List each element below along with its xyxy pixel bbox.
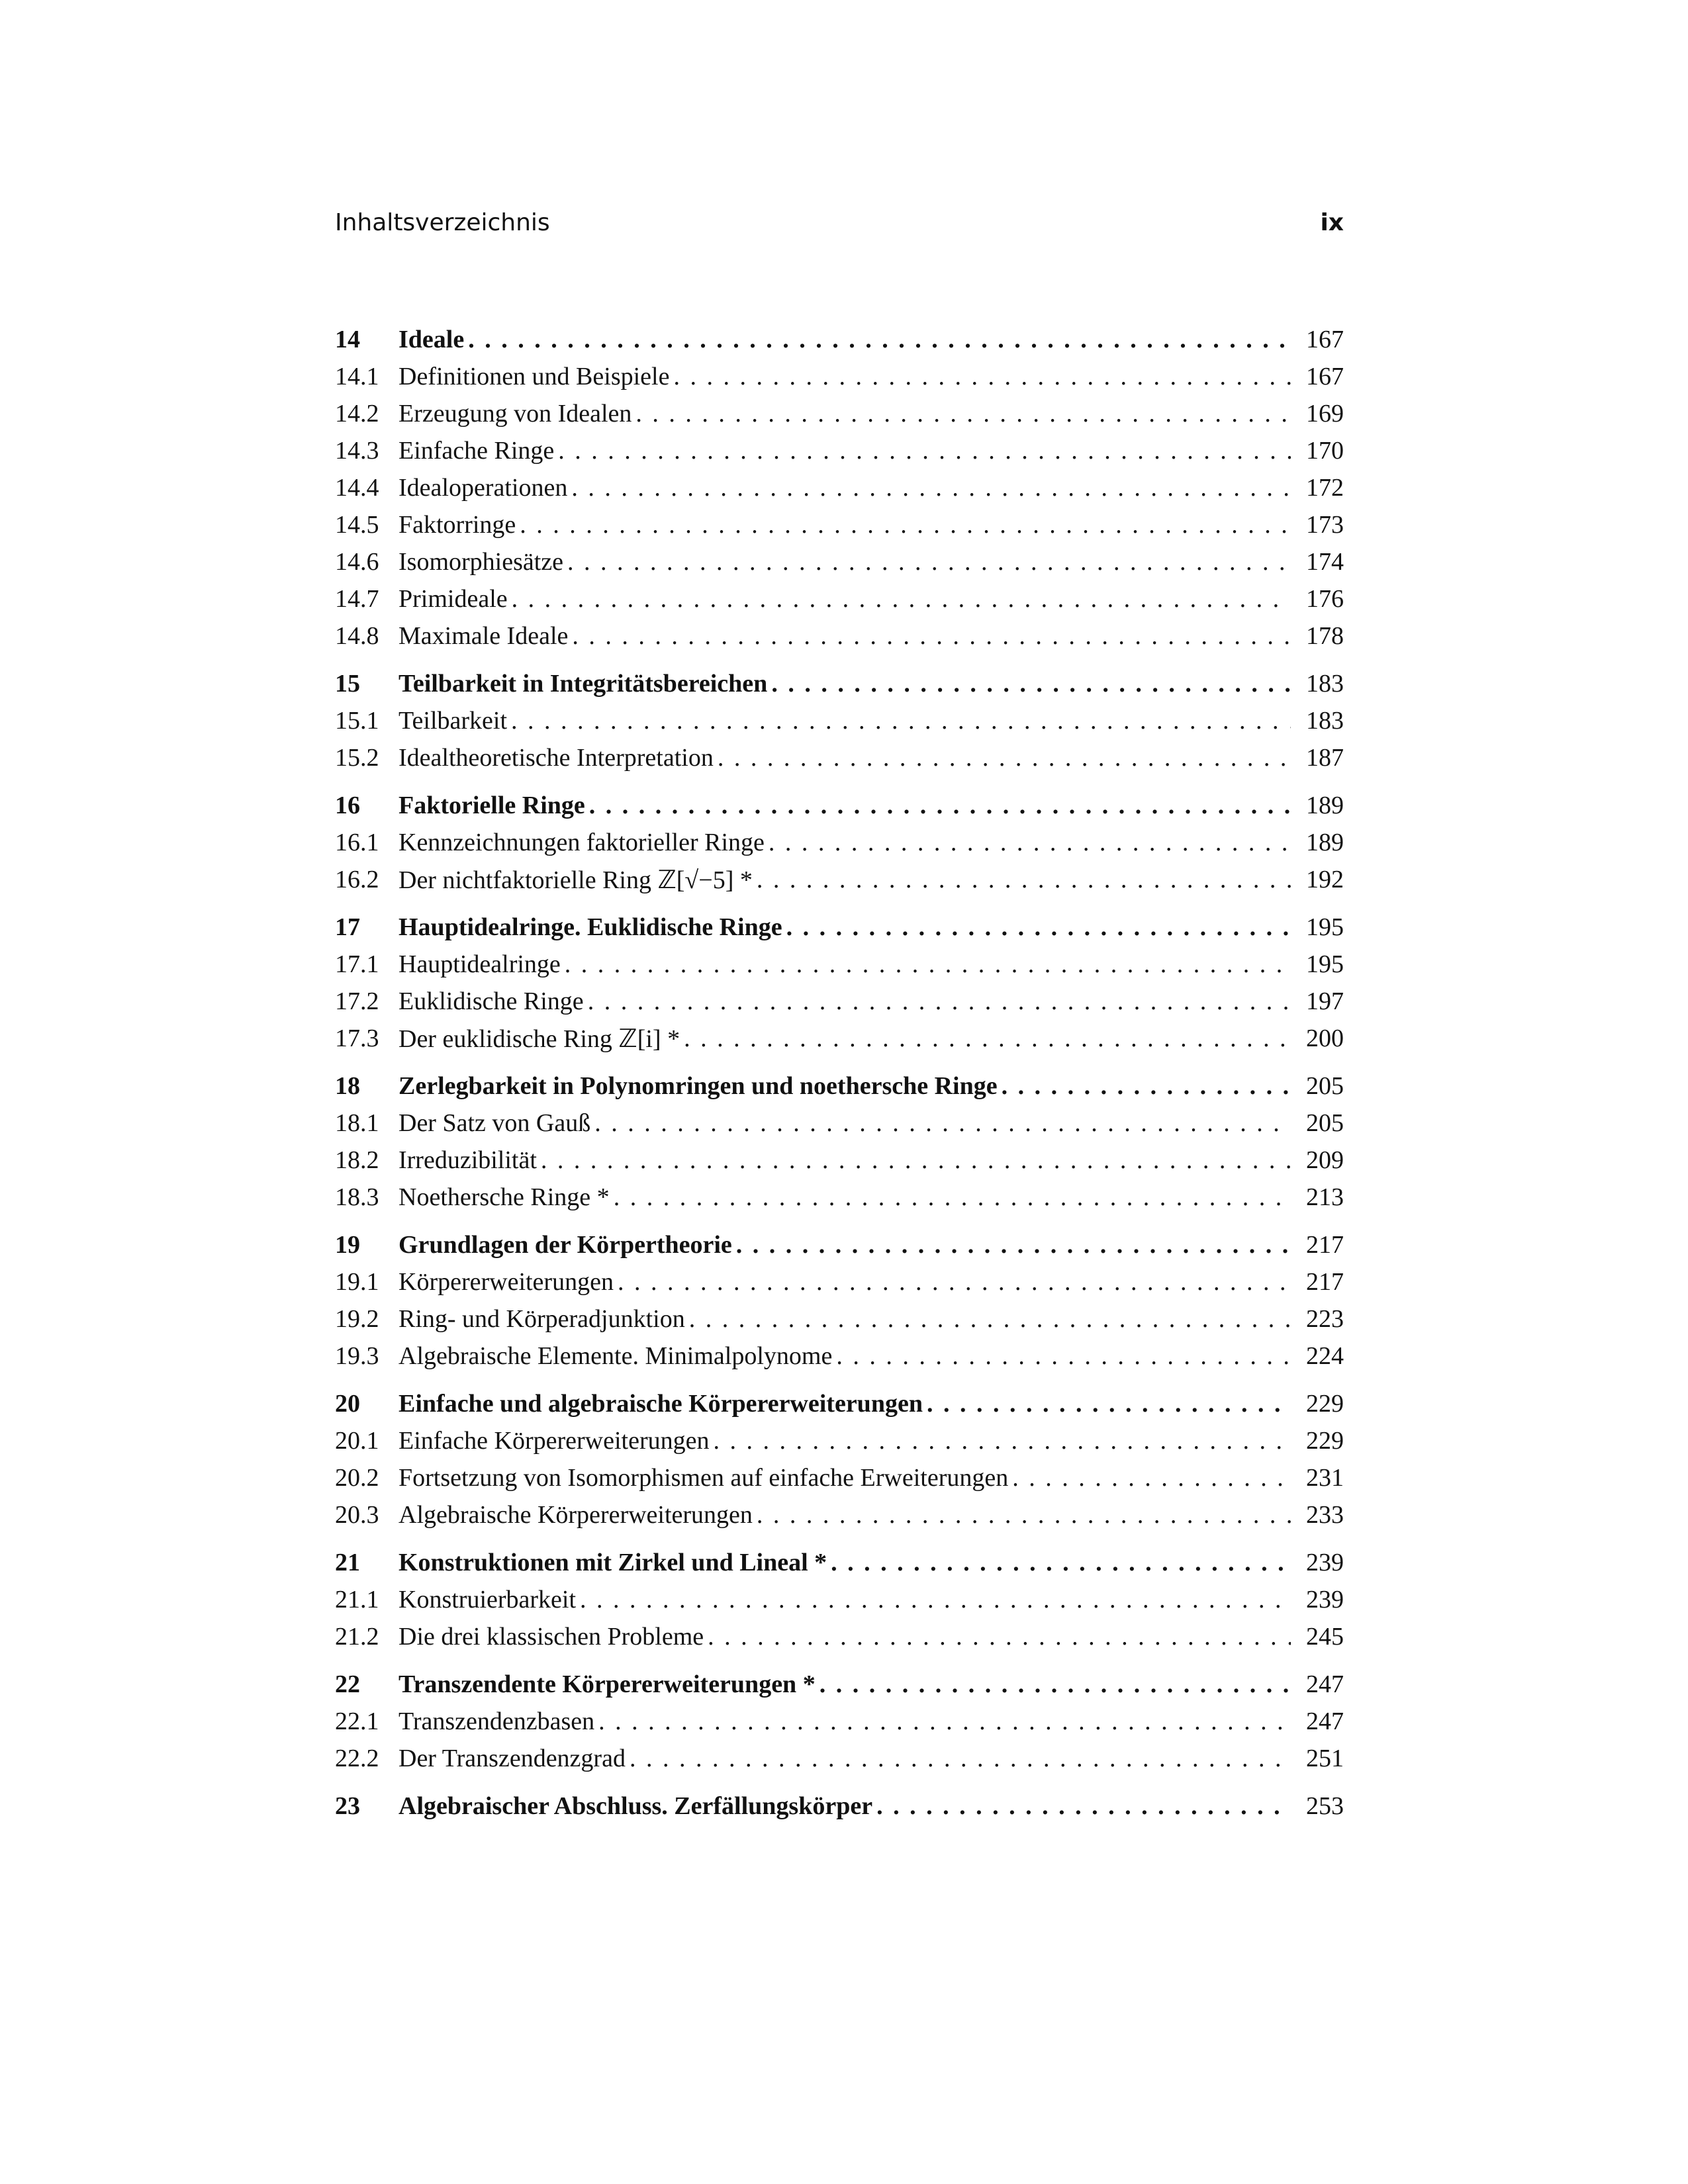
section-title: Der Transzendenzgrad (399, 1745, 626, 1772)
chapter-title: Teilbarkeit in Integritätsbereichen (399, 670, 768, 698)
section-number: 22.1 (335, 1707, 379, 1735)
section-title: Idealoperationen (399, 474, 568, 502)
dot-leader (520, 510, 1291, 539)
chapter-row[interactable] (335, 787, 1344, 824)
dot-leader (594, 1109, 1291, 1138)
chapter-number: 19 (335, 1231, 360, 1259)
chapter-page: 247 (1306, 1670, 1344, 1698)
dot-leader (1002, 1071, 1291, 1101)
dot-leader (820, 1670, 1291, 1699)
section-page: 209 (1306, 1146, 1344, 1174)
chapter-title: Einfache und algebraische Körpererweiterungen (399, 1390, 923, 1418)
section-title: Hauptidealringe (399, 950, 561, 978)
chapter-page: 229 (1306, 1390, 1344, 1418)
chapter-block (335, 321, 1344, 655)
header-page-number: ix (1320, 209, 1344, 236)
chapter-row[interactable] (335, 1666, 1344, 1703)
section-number: 14.7 (335, 585, 379, 613)
section-row[interactable] (335, 1496, 1344, 1533)
chapter-block (335, 909, 1344, 1057)
section-row[interactable] (335, 506, 1344, 543)
dot-leader (718, 743, 1291, 772)
section-number: 14.6 (335, 548, 379, 576)
section-number: 20.2 (335, 1464, 379, 1492)
chapter-page: 239 (1306, 1549, 1344, 1576)
chapter-row[interactable] (335, 909, 1344, 946)
section-row[interactable] (335, 1105, 1344, 1142)
running-header (335, 209, 1344, 249)
section-row[interactable] (335, 824, 1344, 861)
section-number: 16.2 (335, 866, 379, 893)
dot-leader (618, 1267, 1291, 1297)
section-number: 17.2 (335, 987, 379, 1015)
section-title: Einfache Körpererweiterungen (399, 1427, 710, 1455)
chapter-page: 217 (1306, 1231, 1344, 1259)
chapter-number: 21 (335, 1549, 360, 1576)
section-row[interactable] (335, 1263, 1344, 1300)
chapter-block (335, 1226, 1344, 1375)
section-page: 213 (1306, 1183, 1344, 1211)
dot-leader (630, 1744, 1291, 1773)
section-row[interactable] (335, 543, 1344, 580)
chapter-row[interactable] (335, 321, 1344, 358)
chapter-number: 18 (335, 1072, 360, 1100)
section-number: 15.2 (335, 744, 379, 772)
chapter-row[interactable] (335, 665, 1344, 702)
section-title: Transzendenzbasen (399, 1707, 595, 1735)
section-title: Konstruierbarkeit (399, 1586, 577, 1614)
chapter-block (335, 1788, 1344, 1825)
section-number: 17.1 (335, 950, 379, 978)
section-page: 172 (1306, 474, 1344, 502)
section-row[interactable] (335, 1740, 1344, 1777)
section-row[interactable] (335, 1179, 1344, 1216)
chapter-number: 22 (335, 1670, 360, 1698)
section-row[interactable] (335, 1703, 1344, 1740)
dot-leader (713, 1426, 1291, 1455)
dot-leader (836, 1342, 1291, 1371)
section-row[interactable] (335, 861, 1344, 898)
section-page: 245 (1306, 1623, 1344, 1651)
section-row[interactable] (335, 983, 1344, 1020)
chapter-page: 195 (1306, 913, 1344, 941)
section-row[interactable] (335, 1300, 1344, 1338)
dot-leader (541, 1146, 1291, 1175)
dot-leader (614, 1183, 1291, 1212)
table-of-contents (335, 321, 1344, 1835)
section-row[interactable] (335, 1020, 1344, 1057)
section-number: 20.3 (335, 1501, 379, 1529)
section-title: Maximale Ideale (399, 622, 569, 650)
chapter-title: Grundlagen der Körpertheorie (399, 1231, 732, 1259)
chapter-number: 23 (335, 1792, 360, 1820)
chapter-page: 183 (1306, 670, 1344, 698)
section-title: Kennzeichnungen faktorieller Ringe (399, 829, 765, 856)
section-row[interactable] (335, 1459, 1344, 1496)
dot-leader (786, 913, 1291, 942)
section-title: Einfache Ringe (399, 437, 555, 465)
dot-leader (876, 1792, 1291, 1821)
chapter-row[interactable] (335, 1544, 1344, 1581)
section-row[interactable] (335, 469, 1344, 506)
section-page: 200 (1306, 1024, 1344, 1052)
section-title: Teilbarkeit (399, 707, 508, 735)
dot-leader (757, 865, 1291, 894)
chapter-block (335, 1385, 1344, 1533)
section-title: Ring- und Körperadjunktion (399, 1305, 685, 1333)
dot-leader (588, 987, 1291, 1016)
section-page: 169 (1306, 400, 1344, 428)
section-number: 14.2 (335, 400, 379, 428)
section-row[interactable] (335, 702, 1344, 739)
section-number: 19.2 (335, 1305, 379, 1333)
section-page: 187 (1306, 744, 1344, 772)
dot-leader (769, 828, 1291, 857)
section-page: 189 (1306, 829, 1344, 856)
section-number: 18.1 (335, 1109, 379, 1137)
section-page: 247 (1306, 1707, 1344, 1735)
chapter-block (335, 665, 1344, 776)
dot-leader (558, 436, 1291, 465)
section-number: 18.2 (335, 1146, 379, 1174)
chapter-title: Transzendente Körpererweiterungen * (399, 1670, 816, 1698)
chapter-page: 167 (1306, 326, 1344, 353)
section-row[interactable] (335, 1618, 1344, 1655)
dot-leader (572, 621, 1291, 651)
chapter-row[interactable] (335, 1385, 1344, 1422)
chapter-block (335, 1666, 1344, 1777)
section-number: 14.5 (335, 511, 379, 539)
section-page: 173 (1306, 511, 1344, 539)
chapter-number: 16 (335, 792, 360, 819)
chapter-title: Faktorielle Ringe (399, 792, 585, 819)
section-number: 21.2 (335, 1623, 379, 1651)
section-number: 20.1 (335, 1427, 379, 1455)
section-page: 251 (1306, 1745, 1344, 1772)
section-page: 176 (1306, 585, 1344, 613)
chapter-title: Konstruktionen mit Zirkel und Lineal * (399, 1549, 827, 1576)
section-title: Idealtheoretische Interpretation (399, 744, 714, 772)
section-title: Erzeugung von Idealen (399, 400, 632, 428)
section-row[interactable] (335, 946, 1344, 983)
chapter-number: 20 (335, 1390, 360, 1418)
dot-leader (598, 1707, 1291, 1736)
section-number: 14.3 (335, 437, 379, 465)
section-page: 178 (1306, 622, 1344, 650)
section-page: 170 (1306, 437, 1344, 465)
dot-leader (708, 1622, 1291, 1651)
section-page: 239 (1306, 1586, 1344, 1614)
section-row[interactable] (335, 580, 1344, 617)
dot-leader (927, 1389, 1291, 1418)
chapter-number: 14 (335, 326, 360, 353)
section-title: Algebraische Elemente. Minimalpolynome (399, 1342, 833, 1370)
section-number: 19.3 (335, 1342, 379, 1370)
dot-leader (580, 1585, 1291, 1614)
section-title: Faktorringe (399, 511, 516, 539)
section-row[interactable] (335, 395, 1344, 432)
section-row[interactable] (335, 617, 1344, 655)
chapter-block (335, 1068, 1344, 1216)
section-number: 18.3 (335, 1183, 379, 1211)
dot-leader (831, 1548, 1291, 1577)
dot-leader (736, 1230, 1291, 1259)
section-page: 195 (1306, 950, 1344, 978)
dot-leader (684, 1024, 1291, 1053)
header-title: Inhaltsverzeichnis (335, 209, 550, 236)
section-number: 14.8 (335, 622, 379, 650)
section-number: 16.1 (335, 829, 379, 856)
dot-leader (757, 1500, 1291, 1529)
section-number: 15.1 (335, 707, 379, 735)
section-number: 21.1 (335, 1586, 379, 1614)
section-number: 14.4 (335, 474, 379, 502)
section-page: 197 (1306, 987, 1344, 1015)
chapter-title: Zerlegbarkeit in Polynomringen und noethersche Ringe (399, 1072, 998, 1100)
dot-leader (589, 791, 1291, 820)
section-page: 231 (1306, 1464, 1344, 1492)
section-title: Algebraische Körpererweiterungen (399, 1501, 753, 1529)
section-title: Primideale (399, 585, 508, 613)
section-title: Der Satz von Gauß (399, 1109, 591, 1137)
section-number: 17.3 (335, 1024, 379, 1052)
section-page: 229 (1306, 1427, 1344, 1455)
section-title: Fortsetzung von Isomorphismen auf einfache Erweiterungen (399, 1464, 1009, 1492)
section-row[interactable] (335, 1581, 1344, 1618)
dot-leader (571, 473, 1291, 502)
dot-leader (1012, 1463, 1291, 1492)
section-title: Irreduzibilität (399, 1146, 537, 1174)
section-row[interactable] (335, 1142, 1344, 1179)
section-page: 205 (1306, 1109, 1344, 1137)
chapter-row[interactable] (335, 1068, 1344, 1105)
dot-leader (771, 669, 1291, 698)
section-page: 192 (1306, 866, 1344, 893)
chapter-page: 205 (1306, 1072, 1344, 1100)
section-page: 174 (1306, 548, 1344, 576)
section-page: 183 (1306, 707, 1344, 735)
section-title: Der euklidische Ring ℤ[i] * (399, 1024, 680, 1053)
section-row[interactable] (335, 432, 1344, 469)
chapter-title: Ideale (399, 326, 465, 353)
section-page: 233 (1306, 1501, 1344, 1529)
chapter-number: 17 (335, 913, 360, 941)
section-number: 22.2 (335, 1745, 379, 1772)
section-title: Definitionen und Beispiele (399, 363, 670, 390)
section-title: Körpererweiterungen (399, 1268, 614, 1296)
section-title: Noethersche Ringe * (399, 1183, 610, 1211)
section-title: Euklidische Ringe (399, 987, 584, 1015)
chapter-page: 189 (1306, 792, 1344, 819)
chapter-block (335, 787, 1344, 898)
chapter-number: 15 (335, 670, 360, 698)
section-row[interactable] (335, 358, 1344, 395)
section-title: Der nichtfaktorielle Ring ℤ[√−5] * (399, 866, 753, 894)
section-number: 14.1 (335, 363, 379, 390)
chapter-block (335, 1544, 1344, 1655)
section-number: 19.1 (335, 1268, 379, 1296)
chapter-row[interactable] (335, 1226, 1344, 1263)
section-page: 167 (1306, 363, 1344, 390)
dot-leader (511, 706, 1291, 735)
dot-leader (565, 950, 1291, 979)
section-page: 224 (1306, 1342, 1344, 1370)
section-title: Die drei klassischen Probleme (399, 1623, 704, 1651)
section-row[interactable] (335, 739, 1344, 776)
dot-leader (689, 1304, 1291, 1334)
section-title: Isomorphiesätze (399, 548, 564, 576)
dot-leader (512, 584, 1291, 614)
chapter-title: Hauptidealringe. Euklidische Ringe (399, 913, 782, 941)
dot-leader (673, 362, 1291, 391)
chapter-title: Algebraischer Abschluss. Zerfällungskörper (399, 1792, 873, 1820)
chapter-page: 253 (1306, 1792, 1344, 1820)
section-row[interactable] (335, 1422, 1344, 1459)
dot-leader (635, 399, 1291, 428)
section-page: 217 (1306, 1268, 1344, 1296)
dot-leader (468, 325, 1291, 354)
section-page: 223 (1306, 1305, 1344, 1333)
dot-leader (567, 547, 1291, 576)
section-row[interactable] (335, 1338, 1344, 1375)
chapter-row[interactable] (335, 1788, 1344, 1825)
